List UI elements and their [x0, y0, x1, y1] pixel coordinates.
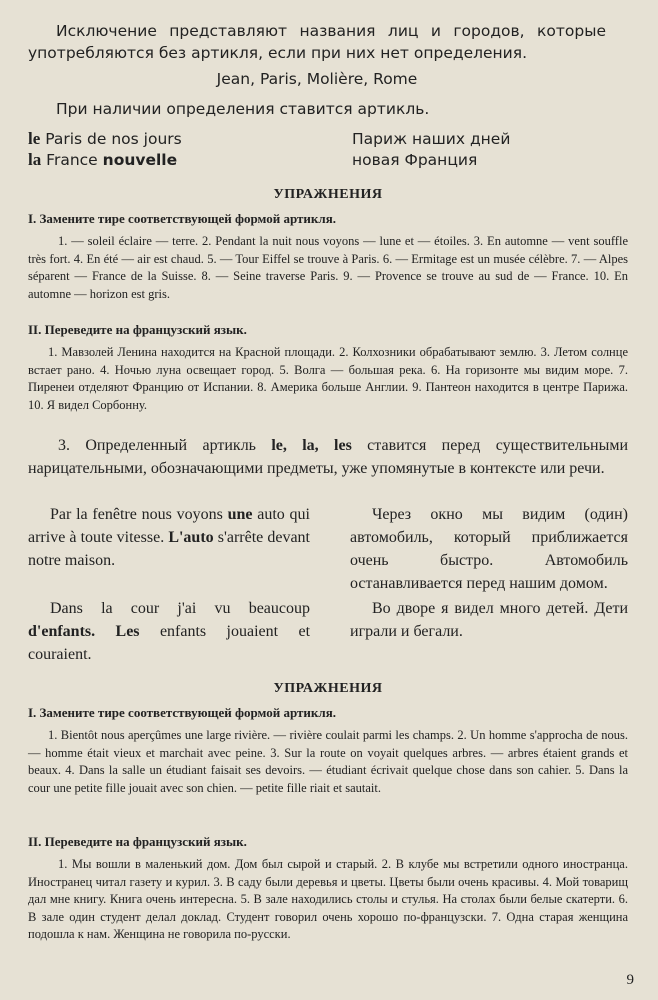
example-row-2 — [28, 149, 628, 171]
example-french: Paris de nos jours — [45, 130, 182, 148]
example-french-bold: nouvelle — [102, 151, 178, 169]
example-article: le — [28, 129, 41, 148]
page-number: 9 — [626, 972, 634, 988]
russian-translation-1: Через окно мы видим (один) автомобиль, который приближается очень быстро. Автомобиль останавливается перед нашим домом. — [350, 506, 628, 592]
example-russian: Париж наших дней — [352, 130, 511, 148]
exercise-title: I. Замените тире соответствующей формой артикля. — [28, 211, 336, 226]
bold-article: une — [227, 506, 253, 523]
exercise-title: II. Переведите на французский язык. — [28, 322, 247, 337]
bold-article: Les — [115, 623, 140, 640]
example-row-1 — [28, 128, 628, 150]
section-heading: УПРАЖНЕНИЯ — [273, 187, 383, 202]
bold-article: d'enfants. — [28, 623, 96, 640]
example-french: France — [46, 151, 98, 169]
french-example-2: Dans la cour j'ai vu beaucoup d'enfants. Les enfants jouaient et couraient. — [28, 600, 311, 663]
russian-translation-2: Во дворе я видел много детей. Дети играли и бегали. — [350, 600, 628, 640]
french-example-1: Par la fenêtre nous voyons une auto qui arrive à toute vitesse. L'auto s'arrête devant notre maison. — [28, 506, 311, 569]
rule-articles: le, la, les — [271, 437, 352, 454]
exercise-text: 1. Мы вошли в маленький дом. Дом был сырой и старый. 2. В клубе мы встретили одного иностранца. Иностранец читал газету и курил. 3. В саду были деревья и цветы. Цветы были очень красивы. 4. Мой товарищ дал мне книгу. Книга очень интересна. 5. В зале находились столы и стулья. На столах были белые скатерти. 6. В зале один студент делал доклад. Студент говорил очень хорошо по-французски. 7. Одна старая женщина подошла к нам. Женщина не говорила по-русски. — [28, 857, 628, 941]
section-heading: УПРАЖНЕНИЯ — [273, 681, 383, 696]
exercise-title: II. Переведите на французский язык. — [28, 834, 247, 849]
exercise-text: 1. — soleil éclaire — terre. 2. Pendant la nuit nous voyons — lune et — étoiles. 3. En automne — vent souffle très fort. 4. En été — air est chaud. 5. — Tour Eiffel se trouve à Paris. 6. — Ermitage est un musée célèbre. 7. — Alpes séparent — France de la Suisse. 8. — Seine traverse Paris. 9. — Provence se trouve au sud de — France. 10. En automne — horizon est gris. — [28, 234, 628, 301]
example-article: la — [28, 150, 42, 169]
bold-article: L'auto — [168, 529, 214, 546]
exercise-text: 1. Мавзолей Ленина находится на Красной площади. 2. Колхозники обрабатывают землю. 3. Летом солнце встает рано. 4. Ночью луна освещает город. 5. Волга — большая река. 6. На горизонте мы видим море. 7. Пиренеи отделяют Францию от Испании. 8. Америка больше Англии. 9. Пантеон находится в центре Парижа. 10. Я видел Сорбонну. — [28, 345, 628, 412]
rule-suffix: ставится перед существительными нарицательными, обозначающими предметы, уже упомянутые в контексте или речи. — [28, 437, 629, 477]
rule-prefix: 3. Определенный артикль — [58, 437, 256, 454]
intro-names: Jean, Paris, Molière, Rome — [216, 70, 418, 88]
example-russian: новая Франция — [352, 151, 478, 169]
exercise-text: 1. Bientôt nous aperçûmes une large rivière. — rivière coulait parmi les champs. 2. Un homme s'approcha de nous. — homme était vieux et marchait avec peine. 3. Sur la route on voyait quelques arbres. — arbres étaient grands et beaux. 4. Dans la salle un étudiant faisait ses devoirs. — étudiant écrivait quelque chose dans son cahier. 5. Dans la cour une petite fille jouait avec son chien. — petite fille riait et sautait. — [28, 728, 628, 795]
rule-paragraph — [28, 434, 628, 480]
exercise-title: I. Замените тире соответствующей формой артикля. — [28, 705, 336, 720]
intro-paragraph: Исключение представляют названия лиц и городов, которые употребляются без артикля, если при них нет определения. — [28, 22, 606, 62]
intro-rule: При наличии определения ставится артикль. — [56, 100, 430, 118]
